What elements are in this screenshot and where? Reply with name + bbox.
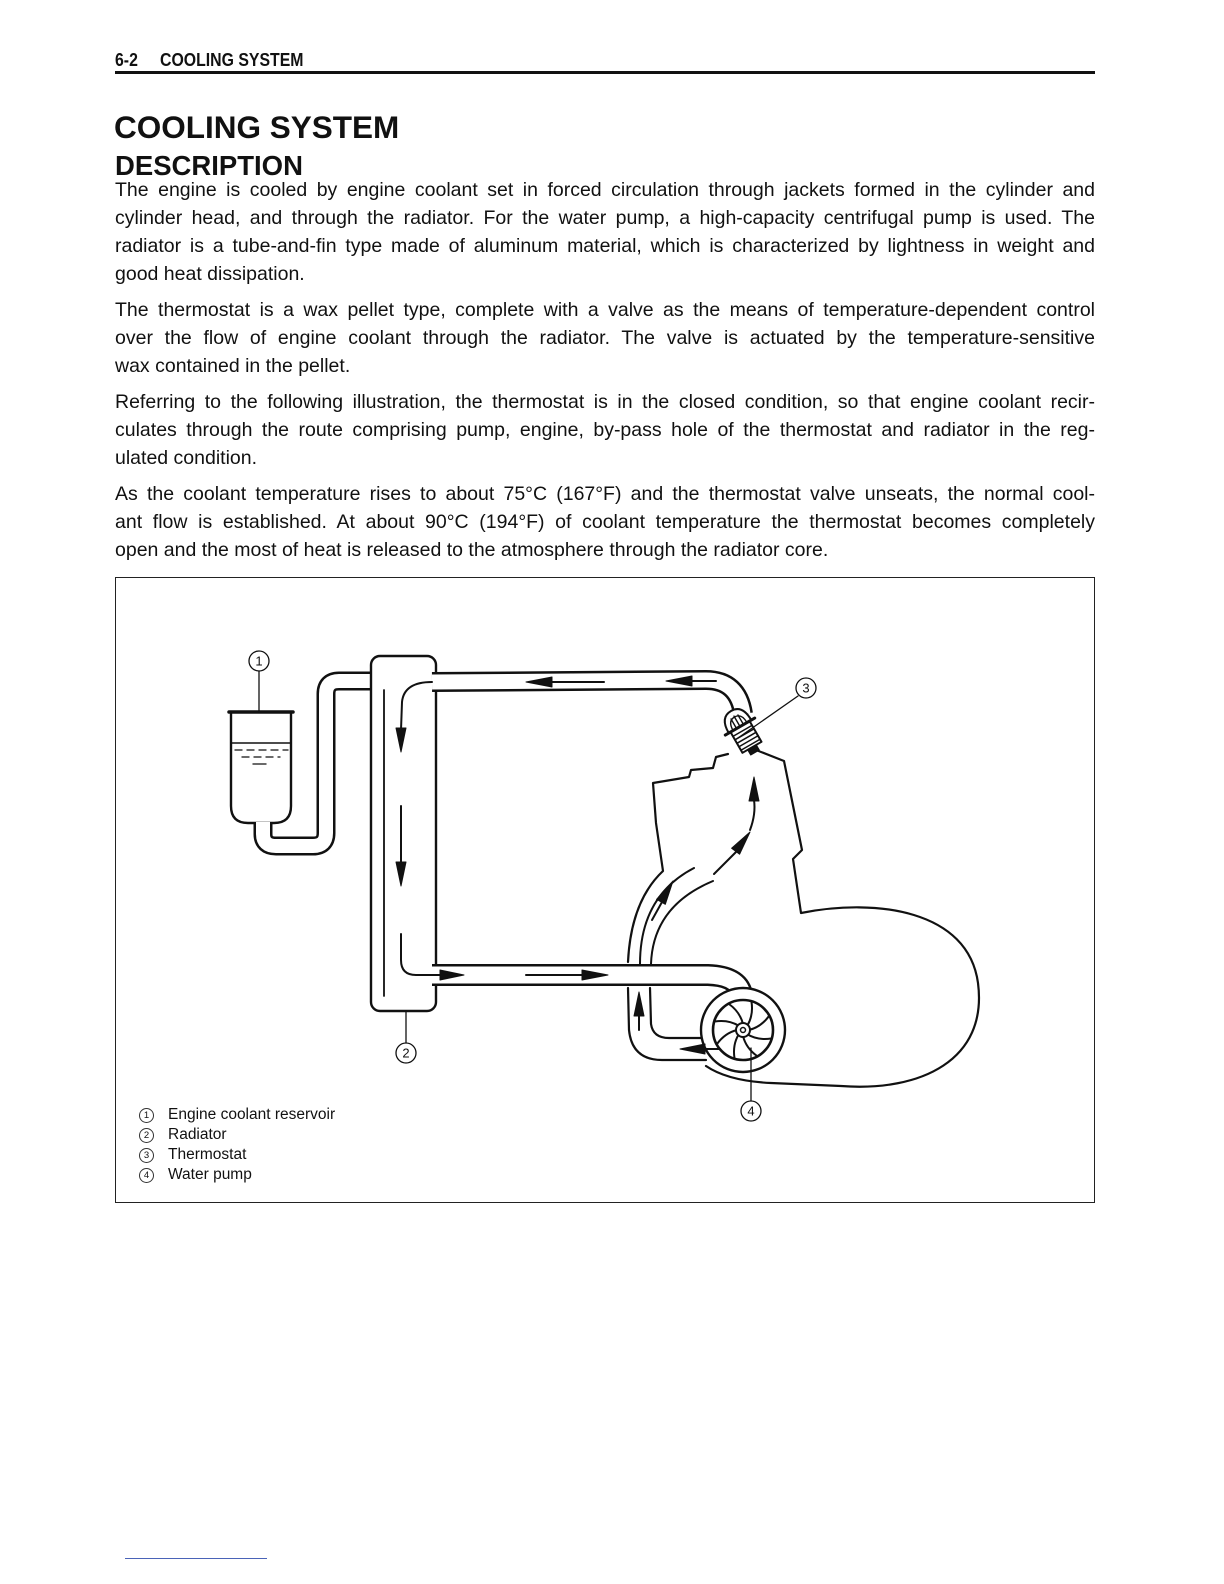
- legend-label: Engine coolant reservoir: [168, 1106, 336, 1123]
- page-number: 6-2: [115, 50, 138, 70]
- footer-rule: [125, 1558, 267, 1559]
- pump-hub: [736, 1023, 750, 1037]
- radiator: [371, 656, 436, 1011]
- text-line: ant flow is established. At about 90°C (194°F) of coolant temperature the thermostat becomes completely: [115, 511, 1095, 533]
- paragraph: [115, 176, 1095, 288]
- description-text: [115, 176, 1095, 564]
- arrowhead: [634, 992, 644, 1016]
- callout-1: [249, 651, 269, 671]
- legend-number: 2: [139, 1128, 154, 1143]
- coolant-flow-arrows: [396, 676, 759, 1054]
- text-line: Referring to the following illustration, the thermostat is in the closed condition, so that engine coolant recir-: [115, 391, 1095, 413]
- legend-label: Thermostat: [168, 1146, 247, 1163]
- running-header-title: COOLING SYSTEM: [160, 50, 304, 70]
- callout-3: [796, 678, 816, 698]
- text-line: ulated condition.: [115, 447, 258, 469]
- callout-2: [396, 1043, 416, 1063]
- text-line: radiator is a tube-and-fin type made of aluminum material, which is characterized by lightness in weight and: [115, 235, 1095, 257]
- text-line: good heat dissipation.: [115, 263, 305, 285]
- arrowhead: [657, 881, 673, 904]
- callout-number: 1: [255, 653, 263, 669]
- text-line: culates through the route comprising pump, engine, by-pass hole of the thermostat and radiator in the reg-: [115, 419, 1095, 441]
- flow-arrow: [749, 777, 759, 830]
- legend-number: 1: [139, 1108, 154, 1123]
- legend-label: Water pump: [168, 1166, 252, 1183]
- bypass-passage-wall: [651, 881, 713, 964]
- upper-hose-bore: [432, 680, 743, 714]
- text-line: The thermostat is a wax pellet type, complete with a valve as the means of temperature-dependent control: [115, 299, 1095, 321]
- header-rule: [115, 71, 1095, 74]
- upper-radiator-hose: [432, 680, 743, 714]
- water-pump: [701, 988, 785, 1072]
- paragraph: [115, 296, 1095, 380]
- outlet-passage-inner-wall: [650, 988, 704, 1038]
- arrowhead: [680, 1044, 705, 1054]
- arrowhead: [732, 832, 750, 854]
- legend-number: 3: [139, 1148, 154, 1163]
- coolant-reservoir: [229, 712, 293, 823]
- radiator-tank: [371, 656, 436, 1011]
- text-line: cylinder head, and through the radiator. For the water pump, a high-capacity centrifugal pump is used. The: [115, 207, 1095, 229]
- flow-arrow: [634, 992, 644, 1030]
- cooling-system-figure: [115, 577, 1095, 1203]
- flow-line: [714, 852, 736, 874]
- text-line: open and the most of heat is released to the atmosphere through the radiator core.: [115, 539, 829, 561]
- text-line: The engine is cooled by engine coolant set in forced circulation through jackets formed in the cylinder and: [115, 179, 1095, 201]
- callout-number: 2: [402, 1045, 410, 1061]
- subsection-title: DESCRIPTION: [115, 150, 303, 181]
- legend-label: Radiator: [168, 1126, 227, 1143]
- arrowhead: [749, 777, 759, 801]
- flow-arrow: [652, 881, 673, 920]
- engine-block: [628, 750, 979, 1087]
- callout-4: [741, 1101, 761, 1121]
- section-title: COOLING SYSTEM: [114, 109, 400, 145]
- flow-line: [750, 800, 755, 830]
- reservoir-body: [231, 712, 291, 823]
- callout-number: 3: [802, 680, 810, 696]
- paragraph: [115, 480, 1095, 564]
- bypass-passage: [640, 868, 713, 964]
- legend-number: 4: [139, 1168, 154, 1183]
- text-line: wax contained in the pellet.: [115, 355, 351, 377]
- flow-arrow: [714, 832, 750, 874]
- callout-number: 4: [747, 1103, 755, 1119]
- paragraph: [115, 388, 1095, 472]
- text-line: over the flow of engine coolant through the radiator. The valve is actuated by the temperature-sensitive: [115, 327, 1095, 349]
- text-line: As the coolant temperature rises to about 75°C (167°F) and the thermostat valve unseats, the normal cool-: [115, 483, 1095, 505]
